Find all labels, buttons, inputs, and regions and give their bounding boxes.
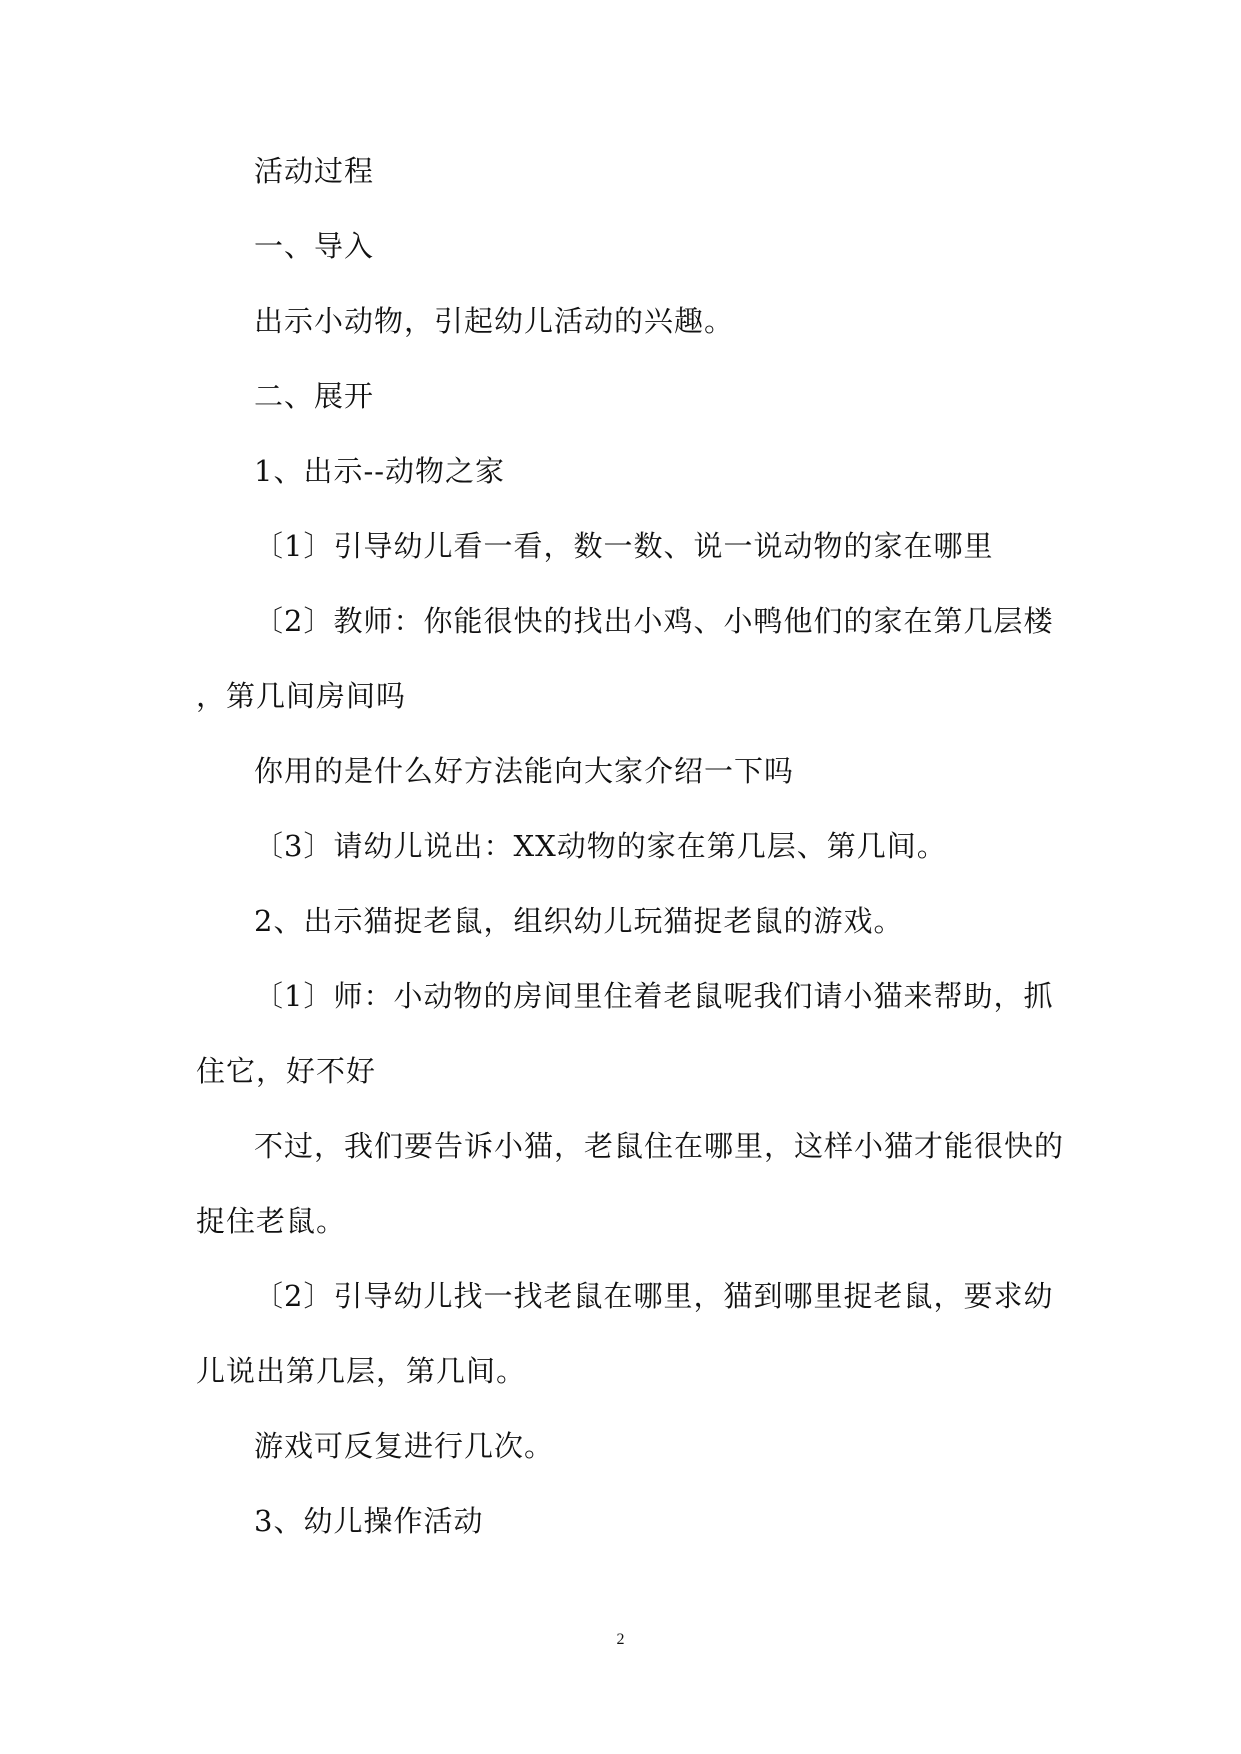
paragraph-line-continued: ，第几间房间吗 [196, 679, 407, 713]
paragraph-line: 你用的是什么好方法能向大家介绍一下吗 [254, 754, 795, 788]
page-number: 2 [616, 1631, 625, 1648]
paragraph-line: 〔1〕师：小动物的房间里住着老鼠呢我们请小猫来帮助，抓 [254, 979, 1054, 1013]
paragraph-line: 出示小动物，引起幼儿活动的兴趣。 [254, 304, 735, 338]
paragraph-line: 游戏可反复进行几次。 [254, 1429, 555, 1463]
item-heading: 1、出示--动物之家 [254, 454, 506, 488]
paragraph-line: 〔2〕引导幼儿找一找老鼠在哪里，猫到哪里捉老鼠，要求幼 [254, 1279, 1054, 1313]
section-expand-heading: 二、展开 [254, 379, 375, 413]
item-heading: 2、出示猫捉老鼠，组织幼儿玩猫捉老鼠的游戏。 [254, 904, 904, 938]
paragraph-line: 不过，我们要告诉小猫，老鼠住在哪里，这样小猫才能很快的 [254, 1129, 1065, 1163]
paragraph-line: 〔2〕教师：你能很快的找出小鸡、小鸭他们的家在第几层楼 [254, 604, 1054, 638]
paragraph-line-continued: 捉住老鼠。 [196, 1204, 347, 1238]
paragraph-line-continued: 住它，好不好 [196, 1054, 377, 1088]
section-intro-heading: 一、导入 [254, 229, 375, 263]
heading-activity-process: 活动过程 [254, 154, 375, 188]
item-heading: 3、幼儿操作活动 [254, 1504, 484, 1538]
paragraph-line: 〔1〕引导幼儿看一看，数一数、说一说动物的家在哪里 [254, 529, 994, 563]
paragraph-line: 〔3〕请幼儿说出：XX动物的家在第几层、第几间。 [254, 829, 947, 863]
paragraph-line-continued: 儿说出第几层，第几间。 [196, 1354, 527, 1388]
